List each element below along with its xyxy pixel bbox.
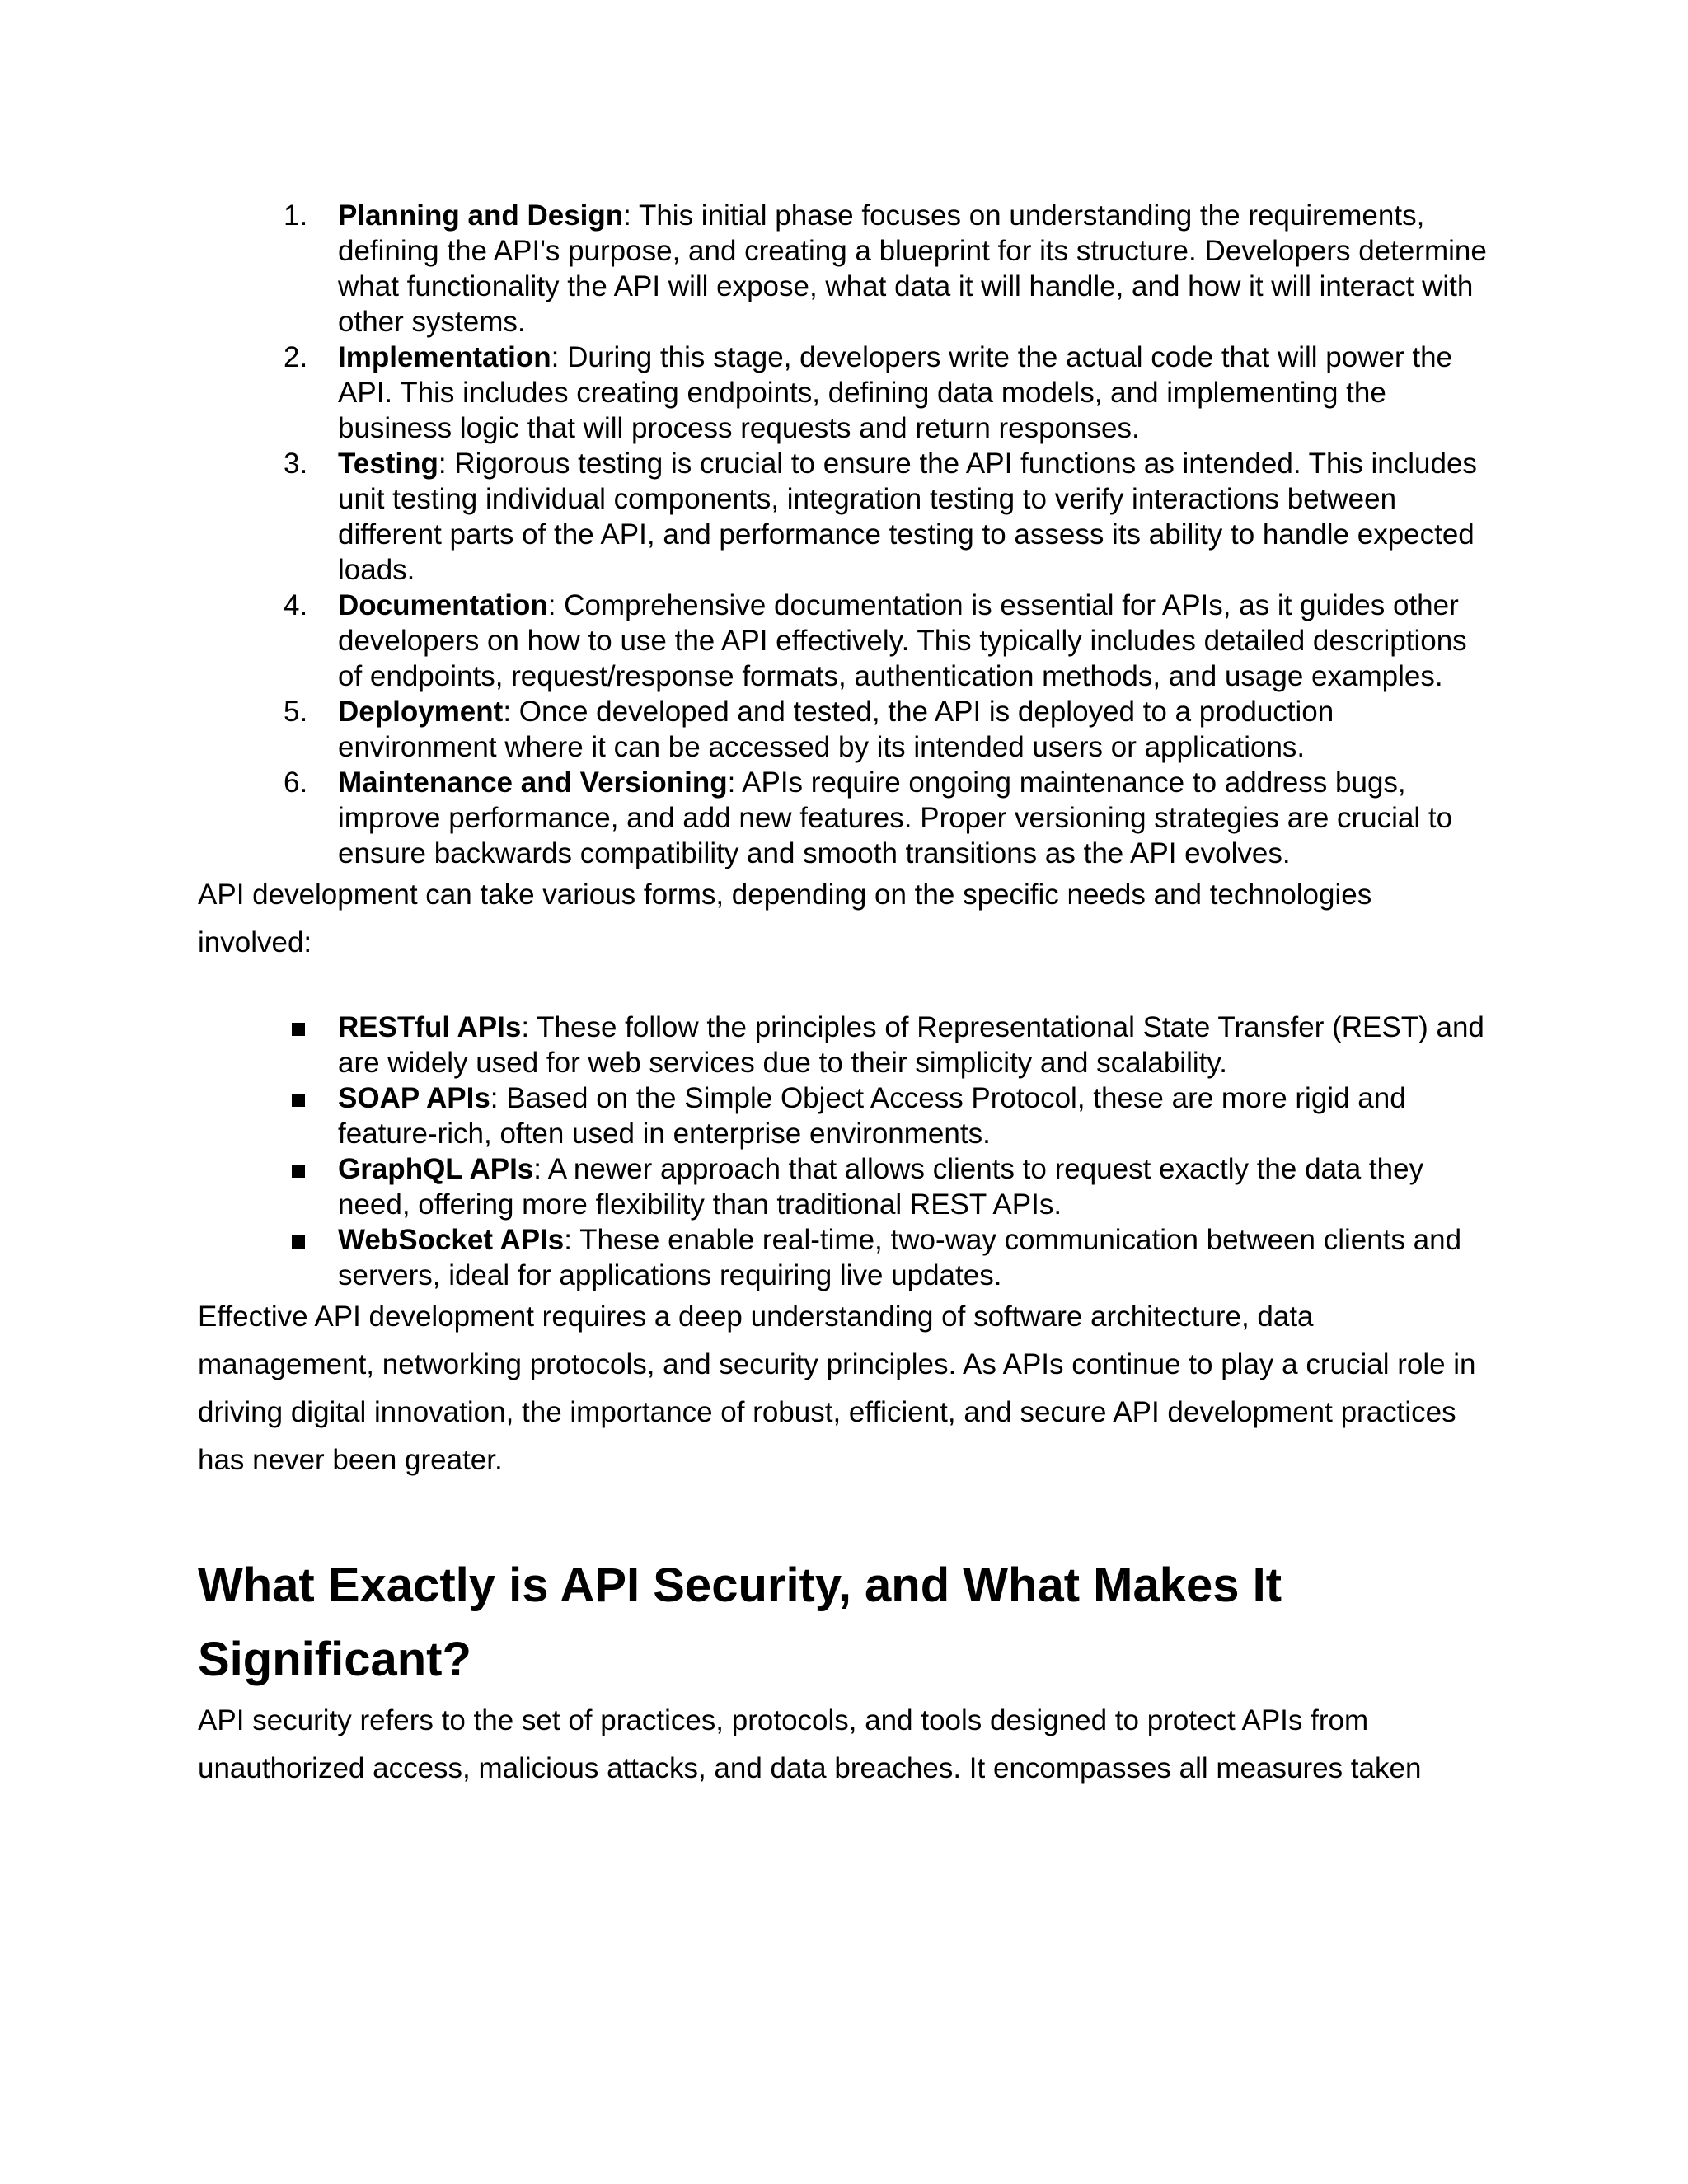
security-intro-paragraph: API security refers to the set of practices, protocols, and tools designed to protect APIs from unauthorized access, malicious attacks, and data breaches. It encompasses all measures taken [198,1704,1422,1784]
list-item [198,1010,1492,1080]
list-item-text: : During this stage, developers write the actual code that will power the API. This includes creating endpoints, defining data models, and implementing the business logic that will process requests and return responses. [338,341,1452,444]
list-item [198,765,1492,871]
list-item-text: : A newer approach that allows clients to request exactly the data they need, offering more flexibility than traditional REST APIs. [338,1153,1424,1221]
square-bullet-icon [292,1094,305,1107]
list-number: 3. [284,448,308,480]
square-bullet-icon [292,1023,305,1036]
list-item-title: GraphQL APIs [338,1153,534,1185]
square-bullet-icon [292,1235,305,1249]
list-item-text: : These enable real-time, two-way communication between clients and servers, ideal for applications requiring live updates. [338,1224,1462,1291]
list-number: 5. [284,696,308,728]
section-heading: What Exactly is API Security, and What Makes It Significant? [198,1558,1282,1686]
list-number: 4. [284,589,308,621]
square-bullet-icon [292,1165,305,1178]
list-number: 1. [284,199,308,232]
list-number: 2. [284,341,308,373]
api-lifecycle-list [198,198,1492,871]
list-item-text: : These follow the principles of Representational State Transfer (REST) and are widely used for web services due to their simplicity and scalability. [338,1011,1484,1079]
list-item-title: Testing [338,448,438,480]
list-item-title: Documentation [338,589,548,621]
list-item-title: Implementation [338,341,551,373]
list-item-text: : Rigorous testing is crucial to ensure the API functions as intended. This includes unit testing individual components, integration testing to verify interactions between different parts of the API, and performance testing to assess its ability to handle expected loads. [338,448,1477,586]
list-item-text: : APIs require ongoing maintenance to address bugs, improve performance, and add new features. Proper versioning strategies are crucial to ensure backwards compatibility and smooth transitions as the API evolves. [338,766,1453,869]
list-item [198,1151,1492,1222]
list-item [198,694,1492,765]
list-item-title: Deployment [338,696,504,728]
list-item [198,1222,1492,1293]
list-item-text: : Once developed and tested, the API is deployed to a production environment where it can be accessed by its intended users or applications. [338,696,1334,763]
api-types-list [198,1010,1492,1293]
document-page [198,198,1492,1793]
list-item [198,198,1492,340]
list-item-title: SOAP APIs [338,1082,490,1114]
list-item-title: Maintenance and Versioning [338,766,728,799]
list-item-title: Planning and Design [338,199,624,232]
list-item [198,340,1492,446]
list-number: 6. [284,766,308,799]
list-item-text: : This initial phase focuses on understanding the requirements, defining the API's purpose, and creating a blueprint for its structure. Developers determine what functionality the API will expose, what data it will handle, and how it will interact with other systems. [338,199,1487,338]
forms-intro-paragraph: API development can take various forms, depending on the specific needs and technologies involved: [198,879,1372,958]
list-item [198,588,1492,694]
list-item [198,446,1492,588]
list-item-text: : Based on the Simple Object Access Protocol, these are more rigid and feature-rich, often used in enterprise environments. [338,1082,1406,1150]
list-item-text: : Comprehensive documentation is essential for APIs, as it guides other developers on how to use the API effectively. This typically includes detailed descriptions of endpoints, request/response formats, authentication methods, and usage examples. [338,589,1467,692]
list-item [198,1080,1492,1151]
conclusion-paragraph: Effective API development requires a deep understanding of software architecture, data management, networking protocols, and security principles. As APIs continue to play a crucial role in driving digital innovation, the importance of robust, efficient, and secure API development practices has never been greater. [198,1301,1476,1476]
list-item-title: RESTful APIs [338,1011,522,1043]
list-item-title: WebSocket APIs [338,1224,565,1256]
